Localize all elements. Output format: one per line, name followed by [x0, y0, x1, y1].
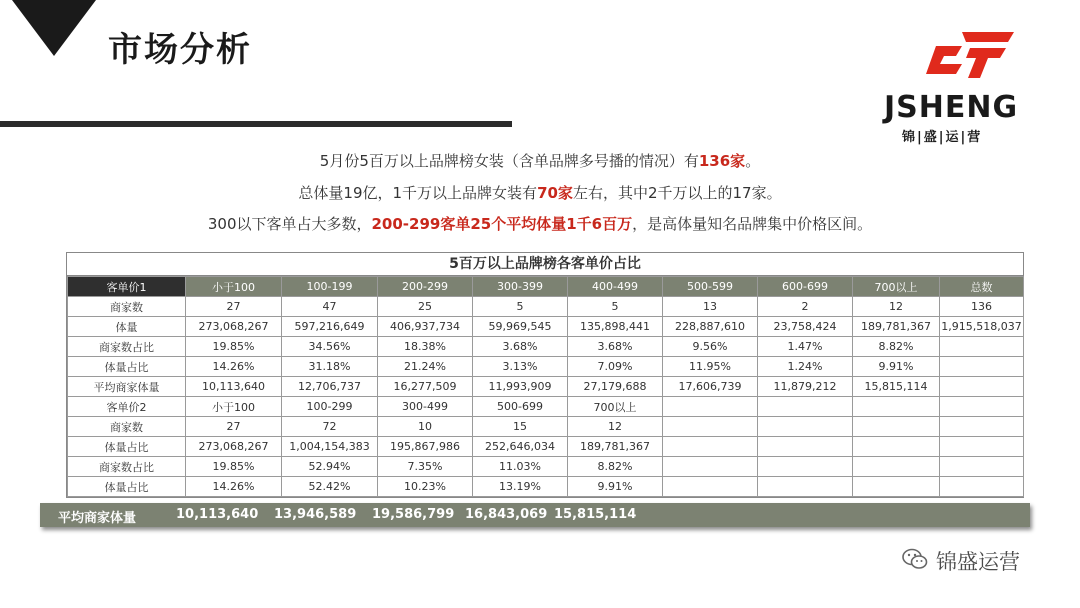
- average-volume-bar: [40, 503, 1030, 527]
- row-label-cell: 体量: [68, 317, 186, 337]
- footer-value: 10,113,640: [176, 507, 259, 522]
- table-cell: [663, 477, 758, 497]
- table-cell: 3.13%: [473, 357, 568, 377]
- table-cell: 135,898,441: [568, 317, 663, 337]
- table-cell: [940, 457, 1024, 477]
- header-cell: 100-199: [282, 277, 378, 297]
- table-cell: [758, 397, 853, 417]
- summary-line-2: 总体量19亿，1千万以上品牌女装有70家左右，其中2千万以上的17家。: [298, 184, 782, 202]
- table-row: [68, 317, 1024, 337]
- corner-triangle: [12, 0, 96, 56]
- table-cell: 228,887,610: [663, 317, 758, 337]
- table-cell: 23,758,424: [758, 317, 853, 337]
- table-cell: 10.23%: [378, 477, 473, 497]
- table-cell: 273,068,267: [186, 317, 282, 337]
- brand-logo: [880, 28, 1040, 144]
- table-cell: 597,216,649: [282, 317, 378, 337]
- table-cell: 16,277,509: [378, 377, 473, 397]
- header-cell: 700以上: [853, 277, 940, 297]
- table-title: 5百万以上品牌榜各客单价占比: [67, 253, 1023, 276]
- table-cell: 11.03%: [473, 457, 568, 477]
- table-cell: [758, 417, 853, 437]
- table-cell: 18.38%: [378, 337, 473, 357]
- footer-value: 15,815,114: [554, 507, 637, 522]
- table-cell: 5: [568, 297, 663, 317]
- table-cell: [853, 457, 940, 477]
- header-cell: 400-499: [568, 277, 663, 297]
- table-cell: 11,993,909: [473, 377, 568, 397]
- table-cell: 14.26%: [186, 477, 282, 497]
- table-cell: 13.19%: [473, 477, 568, 497]
- table-cell: 11.95%: [663, 357, 758, 377]
- table-cell: 11,879,212: [758, 377, 853, 397]
- table-cell: 9.91%: [568, 477, 663, 497]
- header-cell: 300-399: [473, 277, 568, 297]
- table-cell: [940, 437, 1024, 457]
- table-row: [68, 377, 1024, 397]
- table-row: [68, 457, 1024, 477]
- table-cell: 72: [282, 417, 378, 437]
- table-cell: [940, 377, 1024, 397]
- table-cell: 10: [378, 417, 473, 437]
- table-cell: 10,113,640: [186, 377, 282, 397]
- table-cell: 8.82%: [568, 457, 663, 477]
- footer-value: 13,946,589: [274, 507, 357, 522]
- row-label-cell: 商家数占比: [68, 337, 186, 357]
- row-label-cell: 客单价2: [68, 397, 186, 417]
- table-cell: 2: [758, 297, 853, 317]
- table-cell: 27: [186, 297, 282, 317]
- page-title: 市场分析: [108, 30, 252, 70]
- table-row: [68, 297, 1024, 317]
- row-label-cell: 体量占比: [68, 437, 186, 457]
- table-cell: 189,781,367: [568, 437, 663, 457]
- table-cell: 9.56%: [663, 337, 758, 357]
- table-row: [68, 357, 1024, 377]
- row-label-cell: 体量占比: [68, 477, 186, 497]
- table-cell: [853, 437, 940, 457]
- table-cell: 47: [282, 297, 378, 317]
- table-cell: [940, 477, 1024, 497]
- table-row: [68, 417, 1024, 437]
- wechat-icon: [902, 548, 928, 570]
- table-row: [68, 477, 1024, 497]
- logo-subtitle: 锦|盛|运|营: [902, 130, 983, 145]
- table-cell: 15: [473, 417, 568, 437]
- table-cell: 17,606,739: [663, 377, 758, 397]
- table-row: [68, 397, 1024, 417]
- table-cell: 500-699: [473, 397, 568, 417]
- table-cell: 27: [186, 417, 282, 437]
- table-cell: 8.82%: [853, 337, 940, 357]
- table-cell: 1,915,518,037: [940, 317, 1024, 337]
- table-cell: [663, 397, 758, 417]
- table-cell: 136: [940, 297, 1024, 317]
- price-distribution-table: [66, 252, 1024, 498]
- header-cell: 600-699: [758, 277, 853, 297]
- table-cell: 406,937,734: [378, 317, 473, 337]
- table-cell: [853, 397, 940, 417]
- table-cell: 小于100: [186, 397, 282, 417]
- table-cell: 100-299: [282, 397, 378, 417]
- watermark-text: 锦盛运营: [936, 550, 1020, 574]
- header-label-cell: 客单价1: [68, 277, 186, 297]
- row-label-cell: 商家数占比: [68, 457, 186, 477]
- row-label-cell: 商家数: [68, 297, 186, 317]
- table-row: [68, 337, 1024, 357]
- table-cell: 1,004,154,383: [282, 437, 378, 457]
- row-label-cell: 体量占比: [68, 357, 186, 377]
- table-cell: 21.24%: [378, 357, 473, 377]
- table-cell: [940, 417, 1024, 437]
- table-cell: 7.35%: [378, 457, 473, 477]
- table-cell: 19.85%: [186, 337, 282, 357]
- table-cell: [853, 417, 940, 437]
- header-cell: 小于100: [186, 277, 282, 297]
- logo-wordmark: JSHENG: [884, 90, 1019, 125]
- table-cell: 252,646,034: [473, 437, 568, 457]
- table-cell: 52.94%: [282, 457, 378, 477]
- table-cell: [663, 437, 758, 457]
- title-underline: [0, 121, 512, 127]
- table-cell: [663, 457, 758, 477]
- data-grid: [67, 276, 1024, 497]
- table-cell: 25: [378, 297, 473, 317]
- table-cell: [758, 477, 853, 497]
- table-cell: 19.85%: [186, 457, 282, 477]
- table-cell: 15,815,114: [853, 377, 940, 397]
- table-cell: 12: [568, 417, 663, 437]
- table-cell: 3.68%: [473, 337, 568, 357]
- table-cell: 195,867,986: [378, 437, 473, 457]
- table-cell: 31.18%: [282, 357, 378, 377]
- table-cell: [940, 337, 1024, 357]
- footer-value: 16,843,069: [465, 507, 548, 522]
- table-cell: 3.68%: [568, 337, 663, 357]
- header-cell: 500-599: [663, 277, 758, 297]
- table-cell: 59,969,545: [473, 317, 568, 337]
- table-cell: 27,179,688: [568, 377, 663, 397]
- table-cell: 300-499: [378, 397, 473, 417]
- table-cell: 7.09%: [568, 357, 663, 377]
- logo-mark-icon: [922, 28, 1018, 84]
- row-label-cell: 商家数: [68, 417, 186, 437]
- table-cell: 273,068,267: [186, 437, 282, 457]
- table-header-row: [68, 277, 1024, 297]
- table-cell: [853, 477, 940, 497]
- footer-label: 平均商家体量: [58, 511, 137, 526]
- table-cell: [940, 357, 1024, 377]
- table-cell: 1.24%: [758, 357, 853, 377]
- table-cell: 12: [853, 297, 940, 317]
- table-cell: 12,706,737: [282, 377, 378, 397]
- table-cell: [663, 417, 758, 437]
- table-cell: 1.47%: [758, 337, 853, 357]
- table-cell: 189,781,367: [853, 317, 940, 337]
- table-cell: 13: [663, 297, 758, 317]
- header-cell: 总数: [940, 277, 1024, 297]
- header-cell: 200-299: [378, 277, 473, 297]
- table-cell: [758, 457, 853, 477]
- summary-line-3: 300以下客单占大多数，200-299客单25个平均体量1千6百万，是高体量知名品牌集中价格区间。: [207, 215, 873, 233]
- table-cell: 5: [473, 297, 568, 317]
- footer-value: 19,586,799: [372, 507, 455, 522]
- table-cell: 52.42%: [282, 477, 378, 497]
- table-cell: 700以上: [568, 397, 663, 417]
- table-cell: 34.56%: [282, 337, 378, 357]
- row-label-cell: 平均商家体量: [68, 377, 186, 397]
- table-cell: 9.91%: [853, 357, 940, 377]
- table-cell: 14.26%: [186, 357, 282, 377]
- table-cell: [758, 437, 853, 457]
- table-cell: [940, 397, 1024, 417]
- summary-line-1: 5月份5百万以上品牌榜女装（含单品牌多号播的情况）有136家。: [319, 152, 761, 170]
- table-row: [68, 437, 1024, 457]
